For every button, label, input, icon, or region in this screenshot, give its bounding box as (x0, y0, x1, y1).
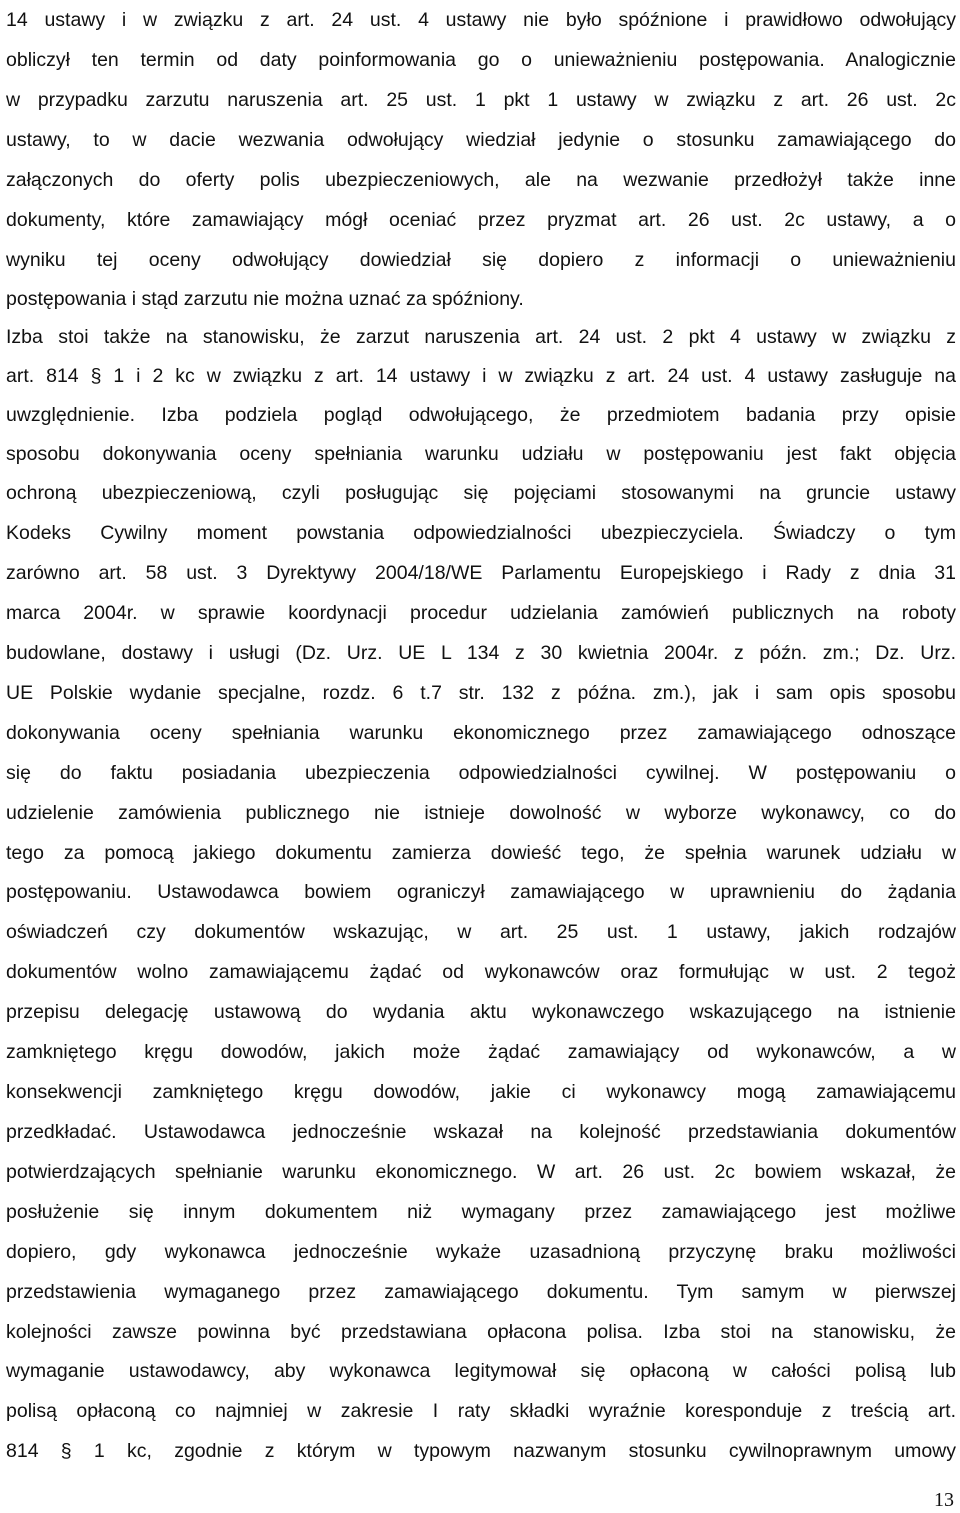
text-line: Izba stoi także na stanowisku, że zarzut naruszenia art. 24 ust. 2 pkt 4 ustawy w związku z (6, 326, 956, 348)
text-line: tego za pomocą jakiego dokumentu zamierza dowieść tego, że spełnia warunek udziału w (6, 842, 956, 864)
text-line: obliczył ten termin od daty poinformowania go o unieważnieniu postępowania. Analogicznie (6, 49, 956, 71)
text-line: wyniku tej oceny odwołujący dowiedział się dopiero z informacji o unieważnieniu (6, 249, 956, 271)
text-line: dokonywania oceny spełniania warunku ekonomicznego przez zamawiającego odnoszące (6, 722, 956, 744)
text-line: art. 814 § 1 i 2 kc w związku z art. 14 ustawy i w związku z art. 24 ust. 4 ustawy zasługuje na (6, 365, 956, 387)
text-line: udzielenie zamówienia publicznego nie istnieje dowolność w wyborze wykonawcy, co do (6, 802, 956, 824)
text-line: przepisu delegację ustawową do wydania aktu wykonawczego wskazującego na istnienie (6, 1001, 956, 1023)
text-line: konsekwencji zamkniętego kręgu dowodów, jakie ci wykonawcy mogą zamawiającemu (6, 1081, 956, 1103)
text-line: przedstawienia wymaganego przez zamawiającego dokumentu. Tym samym w pierwszej (6, 1281, 956, 1303)
text-line: budowlane, dostawy i usługi (Dz. Urz. UE L 134 z 30 kwietnia 2004r. z późn. zm.; Dz. Urz. (6, 642, 956, 664)
text-line: się do faktu posiadania ubezpieczenia odpowiedzialności cywilnej. W postępowaniu o (6, 762, 956, 784)
text-line: zamkniętego kręgu dowodów, jakich może żądać zamawiający od wykonawców, a w (6, 1041, 956, 1063)
text-line: dokumenty, które zamawiający mógł oceniać przez pryzmat art. 26 ust. 2c ustawy, a o (6, 209, 956, 231)
text-line: ustawy, to w dacie wezwania odwołujący wiedział jedynie o stosunku zamawiającego do (6, 129, 956, 151)
text-line: załączonych do oferty polis ubezpieczeniowych, ale na wezwanie przedłożył także inne (6, 169, 956, 191)
page-number: 13 (934, 1489, 954, 1511)
text-line: 14 ustawy i w związku z art. 24 ust. 4 ustawy nie było spóźnione i prawidłowo odwołujący (6, 9, 956, 31)
text-line: dopiero, gdy wykonawca jednocześnie wykaże uzasadnioną przyczynę braku możliwości (6, 1241, 956, 1263)
text-line: uwzględnienie. Izba podziela pogląd odwołującego, że przedmiotem badania przy opisie (6, 404, 956, 426)
text-line: marca 2004r. w sprawie koordynacji procedur udzielania zamówień publicznych na roboty (6, 602, 956, 624)
text-line: zarówno art. 58 ust. 3 Dyrektywy 2004/18/WE Parlamentu Europejskiego i Rady z dnia 31 (6, 562, 956, 584)
text-line: kolejności zawsze powinna być przedstawiana opłacona polisa. Izba stoi na stanowisku, że (6, 1321, 956, 1343)
text-line: sposobu dokonywania oceny spełniania warunku udziału w postępowaniu jest fakt objęcia (6, 443, 956, 465)
text-line: polisą opłaconą co najmniej w zakresie I raty składki wyraźnie koresponduje z treścią art. (6, 1400, 956, 1422)
text-line: oświadczeń czy dokumentów wskazując, w art. 25 ust. 1 ustawy, jakich rodzajów (6, 921, 956, 943)
text-line: Kodeks Cywilny moment powstania odpowiedzialności ubezpieczyciela. Świadczy o tym (6, 522, 956, 544)
text-line: potwierdzających spełnianie warunku ekonomicznego. W art. 26 ust. 2c bowiem wskazał, że (6, 1161, 956, 1183)
text-line: wymaganie ustawodawcy, aby wykonawca legitymował się opłaconą w całości polisą lub (6, 1360, 956, 1382)
text-line: w przypadku zarzutu naruszenia art. 25 ust. 1 pkt 1 ustawy w związku z art. 26 ust. 2c (6, 89, 956, 111)
text-line: dokumentów wolno zamawiającemu żądać od wykonawców oraz formułując w ust. 2 tegoż (6, 961, 956, 983)
text-line: ochroną ubezpieczeniową, czyli posługując się pojęciami stosowanymi na gruncie ustawy (6, 482, 956, 504)
text-line: przedkładać. Ustawodawca jednocześnie wskazał na kolejność przedstawiania dokumentów (6, 1121, 956, 1143)
text-line: UE Polskie wydanie specjalne, rozdz. 6 t.7 str. 132 z późna. zm.), jak i sam opis sposobu (6, 682, 956, 704)
text-line: postępowaniu. Ustawodawca bowiem ograniczył zamawiającego w uprawnieniu do żądania (6, 881, 956, 903)
text-line: 814 § 1 kc, zgodnie z którym w typowym nazwanym stosunku cywilnoprawnym umowy (6, 1440, 956, 1462)
paragraph-end-line: postępowania i stąd zarzutu nie można uznać za spóźniony. (6, 288, 524, 310)
text-line: posłużenie się innym dokumentem niż wymagany przez zamawiającego jest możliwe (6, 1201, 956, 1223)
